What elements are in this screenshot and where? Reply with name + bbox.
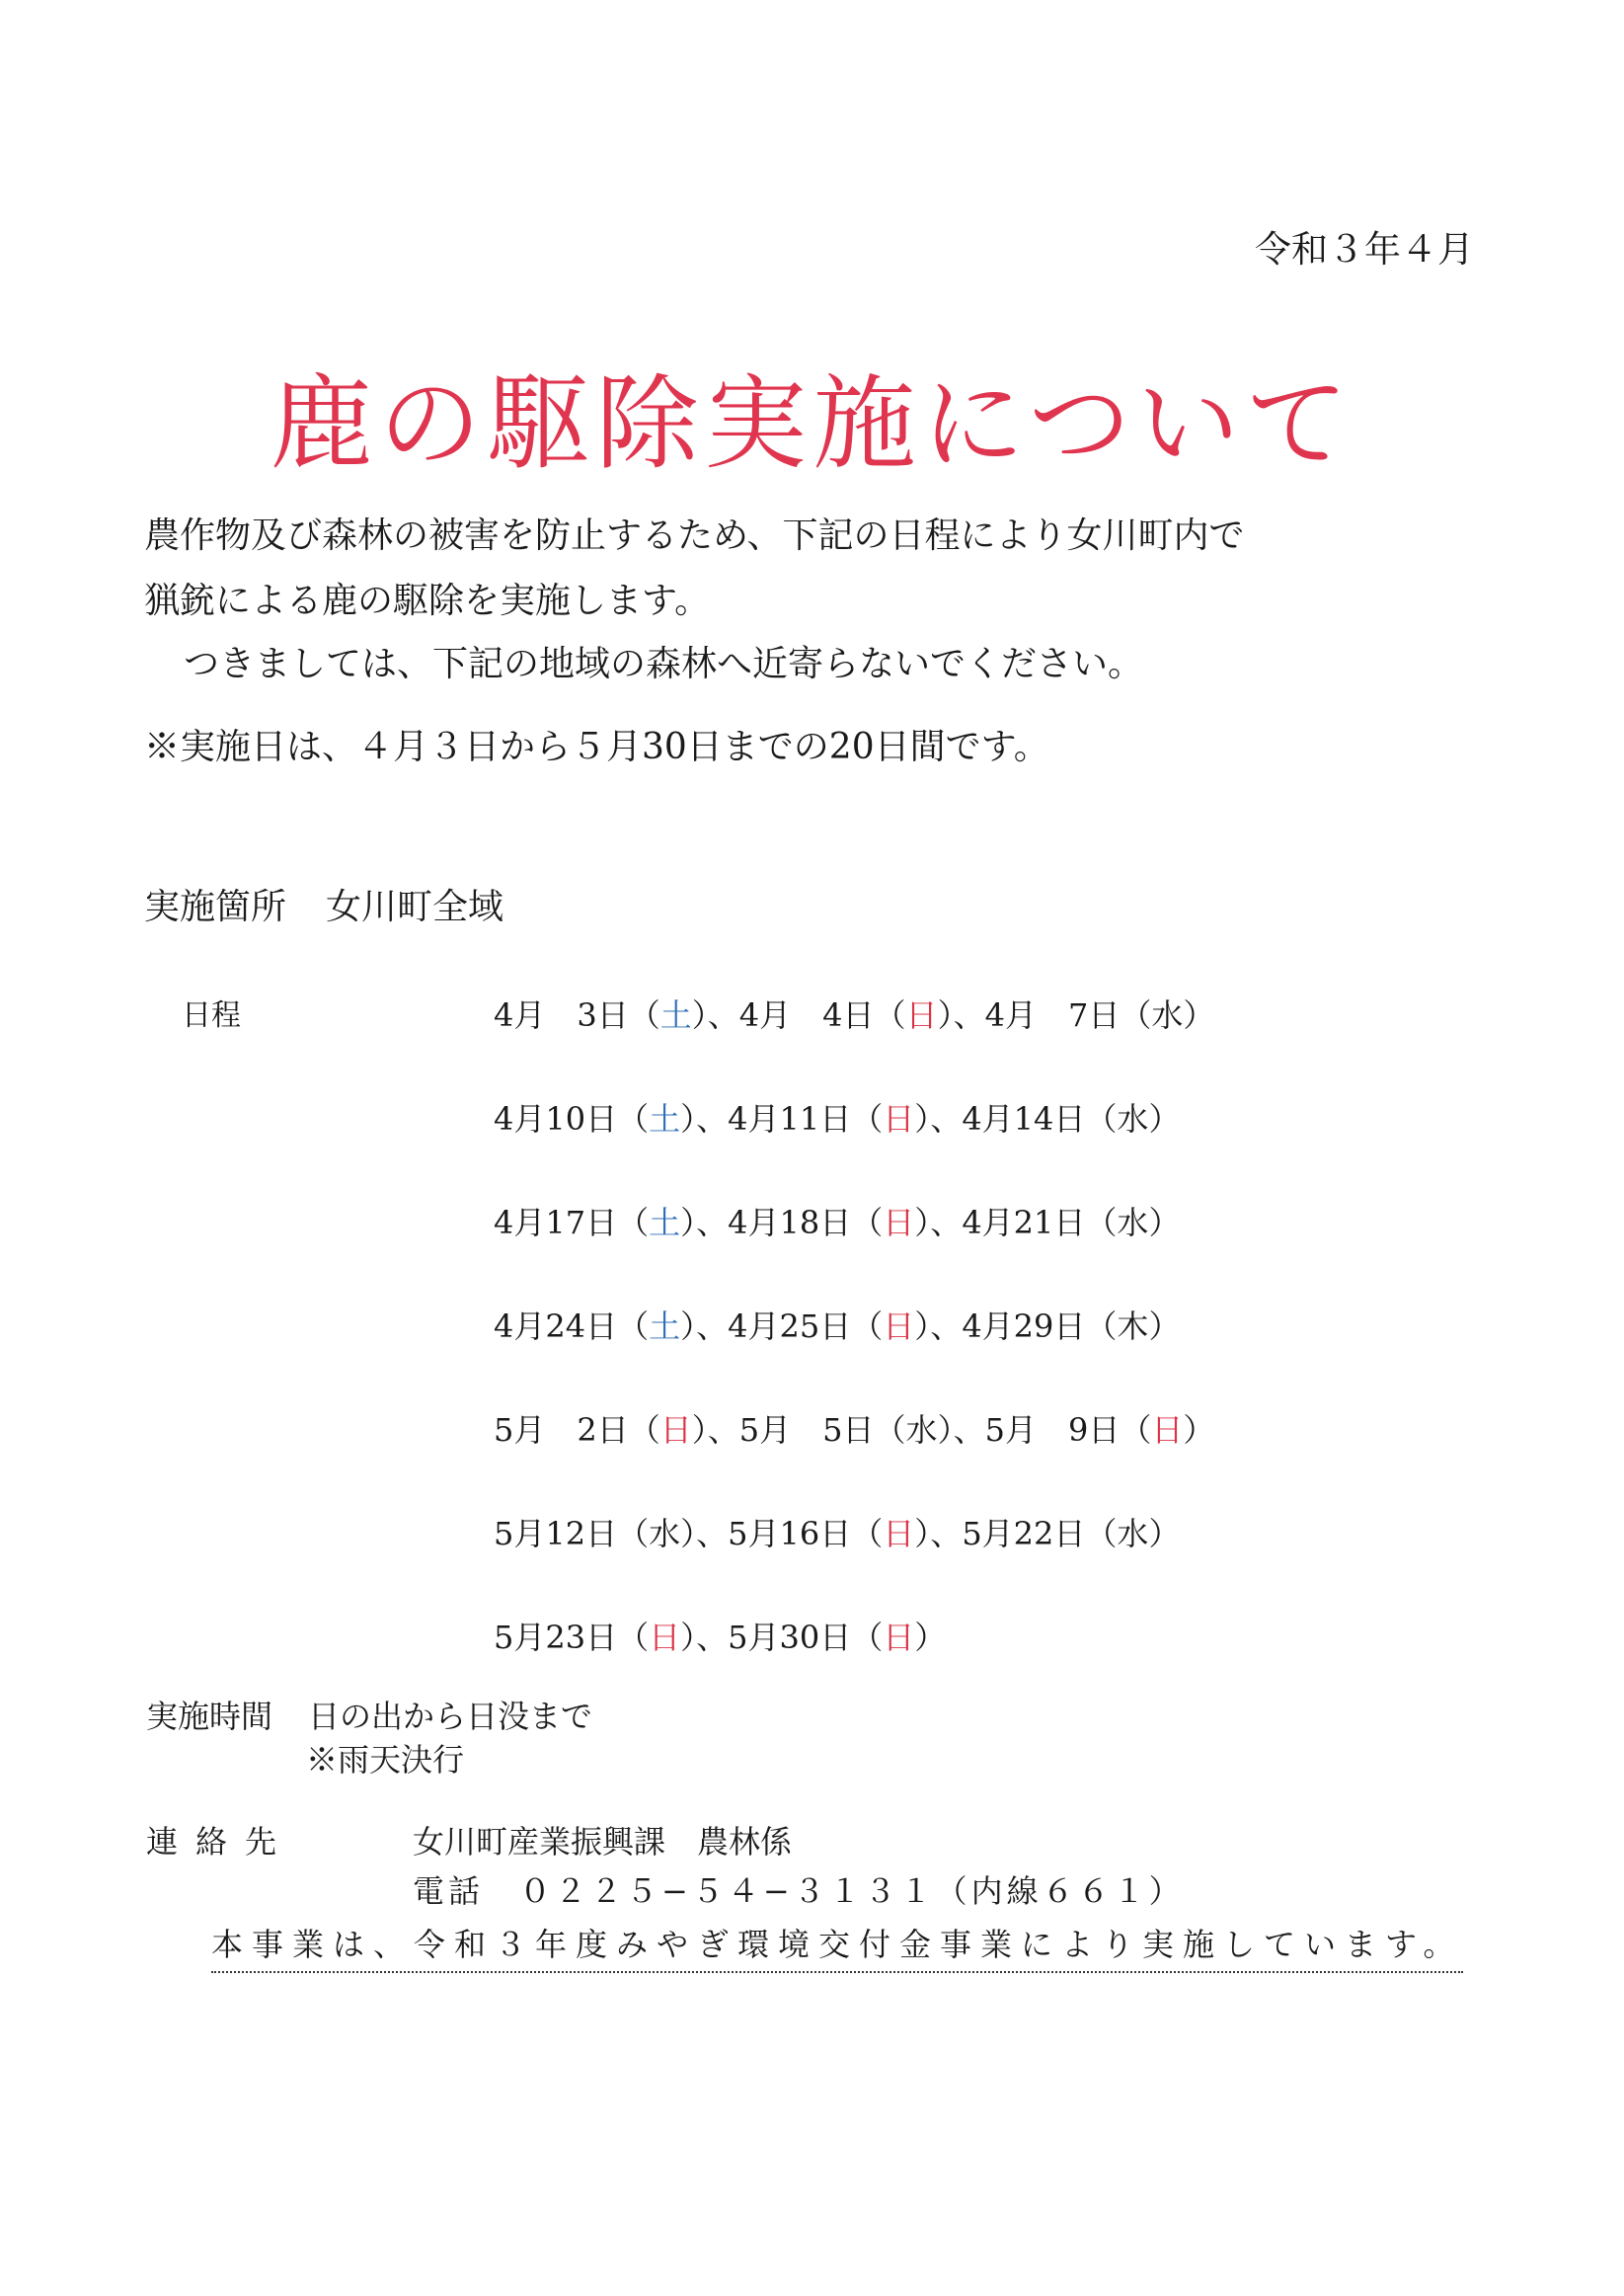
schedule-entry: 4月29日（木） — [962, 1307, 1181, 1345]
schedule-date: 5月12日 — [494, 1515, 618, 1552]
contact-phone: 電話 ０２２５−５４−３１３１（内線６６１） — [413, 1872, 1185, 1910]
separator: 、 — [953, 996, 985, 1034]
schedule-row — [494, 1613, 946, 1658]
schedule-day: 水 — [1117, 1515, 1149, 1552]
schedule-date: 4月11日 — [728, 1100, 852, 1138]
schedule-entry: 5月 5日（水） — [738, 1411, 954, 1449]
intro-line-3: つきましては、下記の地域の森林へ近寄らないでください。 — [184, 644, 1144, 684]
schedule-row — [494, 1302, 1180, 1347]
issue-date: 令和３年４月 — [1255, 228, 1474, 271]
schedule-date: 4月 7日 — [984, 996, 1121, 1034]
schedule-day: 日 — [883, 1515, 915, 1552]
schedule-day: 日 — [659, 1411, 692, 1449]
schedule-date: 4月10日 — [494, 1100, 618, 1138]
separator: 、 — [707, 1411, 739, 1449]
schedule-entry: 5月 9日（日） — [984, 1411, 1215, 1449]
schedule-date: 5月 5日 — [738, 1411, 875, 1449]
location-value: 女川町全域 — [326, 887, 504, 927]
time-row — [146, 1692, 592, 1737]
contact-department: 女川町産業振興課 農林係 — [413, 1823, 793, 1861]
intro-line-2: 猟銃による鹿の駆除を実施します。 — [144, 581, 711, 621]
schedule-day: 日 — [883, 1307, 915, 1345]
schedule-day: 土 — [649, 1100, 681, 1138]
separator: 、 — [930, 1515, 963, 1552]
separator: 、 — [930, 1100, 963, 1138]
time-label: 実施時間 — [146, 1698, 273, 1735]
separator: 、 — [696, 1515, 729, 1552]
schedule-row — [494, 1509, 1180, 1554]
schedule-row — [494, 1405, 1214, 1451]
schedule-date: 4月29日 — [962, 1307, 1086, 1345]
schedule-row — [494, 1094, 1180, 1140]
schedule-date: 4月21日 — [962, 1204, 1086, 1241]
intro-line-4: ※実施日は、４月３日から５月30日までの20日間です。 — [144, 727, 1049, 767]
schedule-date: 4月24日 — [494, 1307, 618, 1345]
time-value: 日の出から日没まで — [308, 1698, 593, 1735]
footer-note: 本事業は、令和３年度みやぎ環境交付金事業により実施しています。 — [211, 1920, 1463, 1973]
schedule-entry: 5月22日（水） — [962, 1515, 1181, 1552]
schedule-date: 4月 4日 — [738, 996, 875, 1034]
schedule-label: 日程 — [182, 998, 241, 1033]
schedule-date: 4月14日 — [962, 1100, 1086, 1138]
schedule-day: 土 — [649, 1204, 681, 1241]
separator: 、 — [707, 996, 739, 1034]
schedule-row — [494, 990, 1214, 1036]
schedule-entry: 4月 4日（日） — [738, 996, 954, 1034]
schedule-entry: 4月25日（日） — [728, 1307, 931, 1345]
schedule-entry: 4月 7日（水） — [984, 996, 1215, 1034]
schedule-day: 日 — [883, 1619, 915, 1656]
schedule-day: 水 — [1117, 1204, 1149, 1241]
schedule-day: 土 — [649, 1307, 681, 1345]
schedule-entry: 4月 3日（土） — [494, 996, 708, 1034]
separator: 、 — [696, 1204, 729, 1241]
intro-line-1: 農作物及び森林の被害を防止するため、下記の日程により女川町内で — [144, 515, 1245, 556]
schedule-day: 水 — [1117, 1100, 1149, 1138]
schedule-date: 5月 9日 — [984, 1411, 1121, 1449]
separator: 、 — [930, 1307, 963, 1345]
schedule-date: 5月 2日 — [494, 1411, 629, 1449]
separator: 、 — [953, 1411, 985, 1449]
schedule-entry: 4月14日（水） — [962, 1100, 1181, 1138]
schedule-day: 水 — [649, 1515, 681, 1552]
schedule-day: 土 — [659, 996, 692, 1034]
location — [144, 879, 503, 929]
separator: 、 — [696, 1619, 729, 1656]
page-title: 鹿の駆除実施について — [270, 363, 1354, 484]
separator: 、 — [696, 1100, 729, 1138]
schedule-entry: 5月12日（水） — [494, 1515, 697, 1552]
separator: 、 — [696, 1307, 729, 1345]
schedule-date: 4月17日 — [494, 1204, 618, 1241]
separator: 、 — [930, 1204, 963, 1241]
schedule-date: 4月18日 — [728, 1204, 852, 1241]
schedule-day: 日 — [883, 1100, 915, 1138]
schedule-entry: 4月24日（土） — [494, 1307, 697, 1345]
schedule-date: 4月 3日 — [494, 996, 629, 1034]
schedule-date: 5月22日 — [962, 1515, 1086, 1552]
schedule-entry: 5月16日（日） — [728, 1515, 931, 1552]
schedule-entry: 5月23日（日） — [494, 1619, 697, 1656]
schedule-entry: 4月21日（水） — [962, 1204, 1181, 1241]
schedule-entry: 4月10日（土） — [494, 1100, 697, 1138]
time-note: ※雨天決行 — [306, 1741, 465, 1779]
schedule-entry: 4月18日（日） — [728, 1204, 931, 1241]
schedule-day: 日 — [905, 996, 938, 1034]
location-label: 実施箇所 — [144, 887, 287, 927]
schedule-entry: 4月17日（土） — [494, 1204, 697, 1241]
contact-label: 連絡先 — [146, 1823, 295, 1861]
schedule-day: 木 — [1117, 1307, 1149, 1345]
schedule-date: 5月30日 — [728, 1619, 852, 1656]
schedule-entry: 5月30日（日） — [728, 1619, 947, 1656]
schedule-date: 4月25日 — [728, 1307, 852, 1345]
schedule-entry: 5月 2日（日） — [494, 1411, 708, 1449]
schedule-day: 日 — [649, 1619, 681, 1656]
schedule-day: 水 — [905, 1411, 938, 1449]
schedule-day: 日 — [1151, 1411, 1184, 1449]
schedule-day: 水 — [1151, 996, 1184, 1034]
schedule-date: 5月16日 — [728, 1515, 852, 1552]
schedule-date: 5月23日 — [494, 1619, 618, 1656]
schedule-entry: 4月11日（日） — [728, 1100, 931, 1138]
schedule-row — [494, 1198, 1180, 1243]
schedule-day: 日 — [883, 1204, 915, 1241]
